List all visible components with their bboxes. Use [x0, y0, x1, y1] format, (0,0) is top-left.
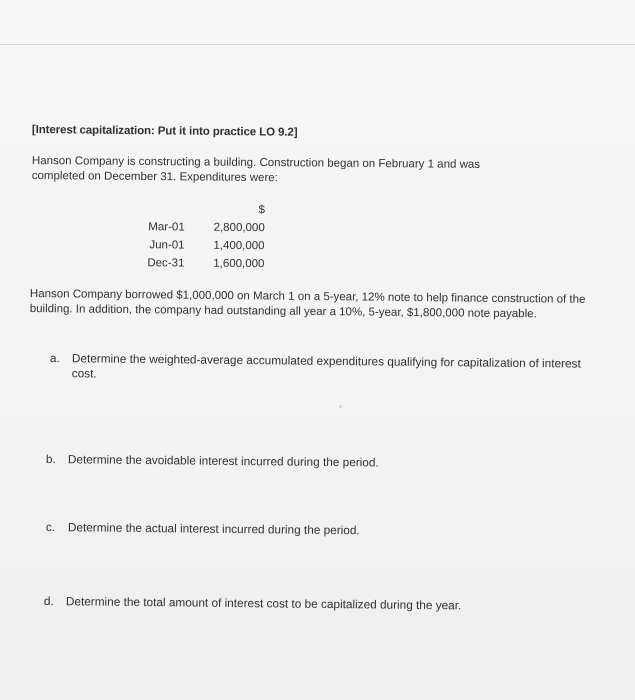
expenditure-date: Dec-31: [147, 257, 185, 270]
financing-paragraph: Hanson Company borrowed $1,000,000 on March 1 on a 5-year, 12% note to help finance construction of the building. In addition, the company had outstanding all year a 10%, 5-year, $1,800,000 note payable.: [29, 287, 586, 321]
question-d: [44, 594, 594, 615]
expenditure-amount: 1,600,000: [213, 257, 265, 271]
question-text: Determine the weighted-average accumulated expenditures qualifying for capitalization of interest cost.: [71, 351, 581, 381]
problem-intro: Hanson Company is constructing a building. Construction began on February 1 and was completed on December 31. Expenditures were:: [31, 154, 481, 185]
question-letter: a.: [49, 351, 60, 366]
problem-heading: [Interest capitalization: Put it into practice LO 9.2]: [31, 124, 298, 139]
table-row: [124, 254, 264, 273]
table-row: [125, 236, 265, 255]
question-text: Determine the total amount of interest cost to be capitalized during the year.: [65, 594, 462, 613]
expenditure-date: Jun-01: [149, 239, 185, 252]
expenditure-amount: 1,400,000: [213, 239, 265, 253]
question-letter: b.: [45, 452, 56, 467]
question-c: [46, 520, 586, 541]
table-row: [125, 218, 265, 237]
question-a: [50, 351, 590, 387]
question-b: [46, 452, 586, 473]
currency-header: $: [258, 204, 265, 217]
question-letter: d.: [43, 594, 54, 609]
question-text: Determine the actual interest incurred during the period.: [67, 520, 360, 538]
paper-speck: [339, 405, 342, 408]
expenditures-table: [124, 200, 265, 273]
expenditure-date: Mar-01: [148, 221, 185, 234]
top-divider: [0, 44, 635, 45]
expenditure-amount: 2,800,000: [213, 221, 265, 235]
table-header-row: [125, 200, 265, 219]
question-letter: c.: [45, 520, 56, 535]
question-text: Determine the avoidable interest incurred during the period.: [67, 452, 379, 470]
